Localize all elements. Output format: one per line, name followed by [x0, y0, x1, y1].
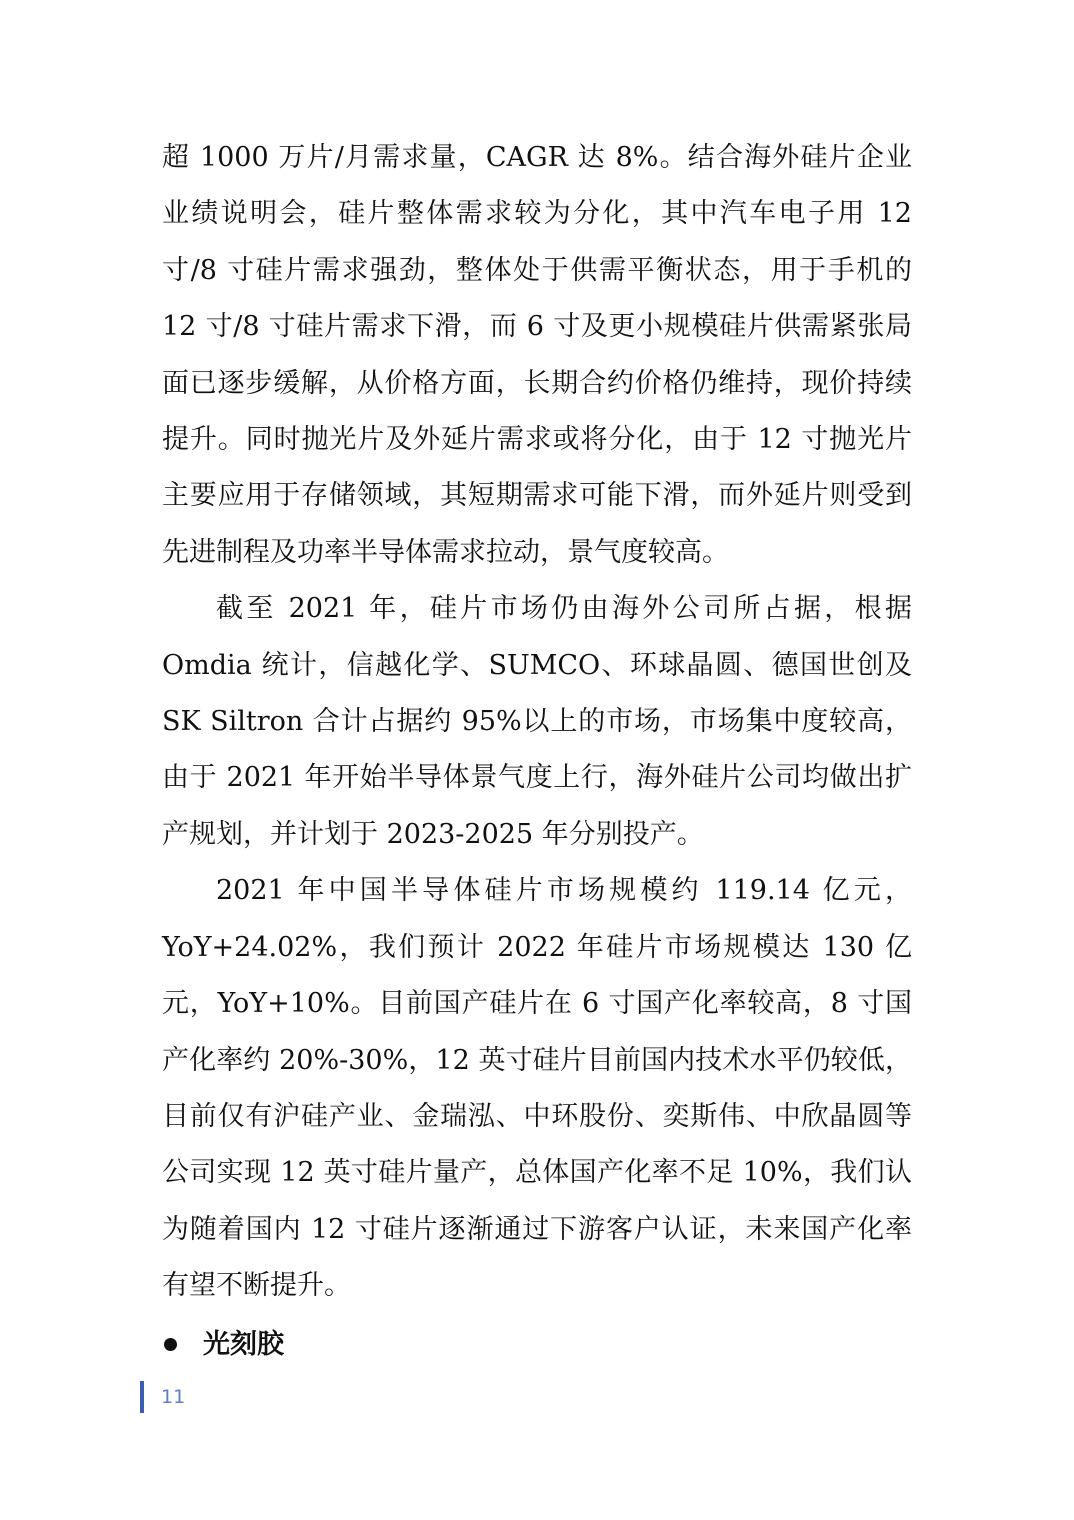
paragraph-continued: 超 1000 万片/月需求量，CAGR 达 8%。结合海外硅片企业业绩说明会，硅片整体需求较为分化，其中汽车电子用 12 寸/8 寸硅片需求强劲，整体处于供需平衡状态，用于手机的 12 寸/8 寸硅片需求下滑，而 6 寸及更小规模硅片供需紧张局面已逐步缓解，从价格方面，长期合约价格仍维持，现价持续提升。同时抛光片及外延片需求或将分化，由于 12 寸抛光片主要应用于存储领域，其短期需求可能下滑，而外延片则受到先进制程及功率半导体需求拉动，景气度较高。	[162, 142, 912, 568]
section-heading: 光刻胶	[203, 1328, 284, 1360]
section-bullet	[162, 1317, 912, 1373]
bullet-dot-icon	[164, 1338, 177, 1351]
page-footer	[140, 1381, 185, 1413]
paragraph-china-market: 2021 年中国半导体硅片市场规模约 119.14 亿元，YoY+24.02%，我们预计 2022 年硅片市场规模达 130 亿元，YoY+10%。目前国产硅片在 6 寸国产化率较高，8 寸国产化率约 20%-30%，12 英寸硅片目前国内技术水平仍较低，目前仅有沪硅产业、金瑞泓、中环股份、奕斯伟、中欣晶圆等公司实现 12 英寸硅片量产，总体国产化率不足 10%，我们认为随着国内 12 寸硅片逐渐通过下游客户认证，未来国产化率有望不断提升。	[162, 875, 912, 1302]
page-number: 11	[161, 1386, 186, 1408]
paragraph-market-share: 截至 2021 年，硅片市场仍由海外公司所占据，根据 Omdia 统计，信越化学、SUMCO、环球晶圆、德国世创及 SK Siltron 合计占据约 95%以上的市场，市场集中度较高，由于 2021 年开始半导体景气度上行，海外硅片公司均做出扩产规划，并计划于 2023-2025 年分别投产。	[162, 593, 912, 850]
body-content	[162, 130, 912, 1373]
footer-accent-bar	[140, 1381, 144, 1413]
